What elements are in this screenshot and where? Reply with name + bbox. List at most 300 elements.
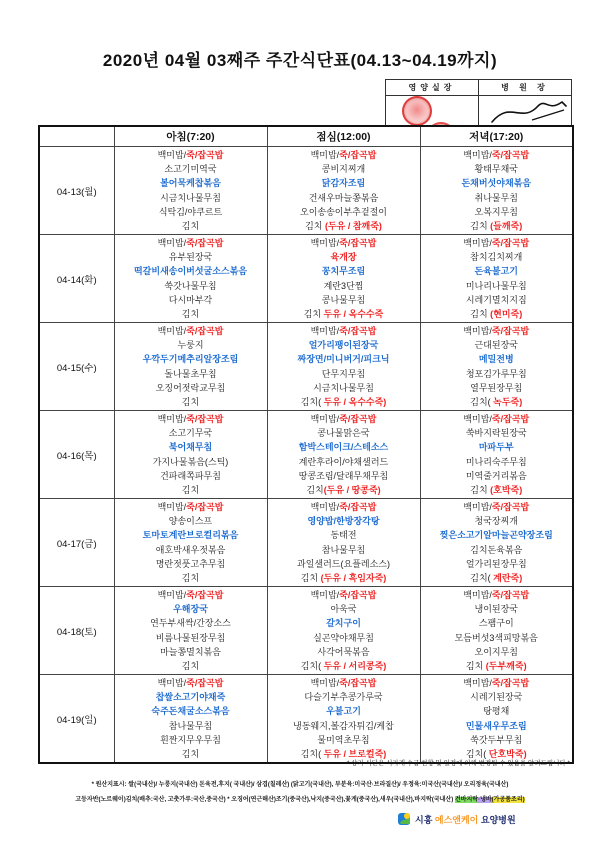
menu-text: 김치	[470, 220, 491, 231]
menu-text: (두유 / 땅콩죽)	[323, 484, 381, 495]
menu-text: 육개장	[330, 252, 357, 263]
menu-text: 김치(	[465, 748, 489, 759]
menu-line	[421, 588, 573, 602]
weekly-menu-table	[38, 125, 574, 764]
menu-text: 비름나물된장무침	[155, 632, 226, 643]
menu-text: 죽/잡곡밥	[339, 501, 377, 512]
menu-line	[268, 250, 420, 264]
menu-line	[268, 264, 420, 278]
menu-text: 죽/잡곡밥	[491, 325, 530, 336]
menu-line	[268, 631, 420, 645]
menu-text: 백미밥/	[157, 325, 187, 336]
menu-line	[421, 381, 573, 395]
menu-row	[39, 235, 573, 323]
dinner-cell	[420, 235, 573, 323]
menu-line	[268, 412, 420, 426]
menu-line	[268, 733, 420, 747]
menu-line	[268, 426, 420, 440]
menu-line	[421, 514, 573, 528]
hospital-name: 시흥 에스앤케이 요양병원	[415, 814, 516, 825]
menu-text: 탕평채	[483, 706, 510, 717]
date-cell: 04-14(화)	[39, 235, 114, 323]
menu-line	[268, 205, 420, 219]
menu-line	[421, 205, 573, 219]
menu-text: 죽/잡곡밥	[186, 325, 224, 336]
menu-text: 콩비지찌개	[321, 164, 366, 175]
menu-line	[268, 279, 420, 293]
menu-text: 찢은소고기알마늘곤약장조림	[439, 530, 553, 541]
menu-line	[115, 557, 267, 571]
menu-text: 김치	[181, 308, 200, 319]
menu-change-note: * 상기 식단은 식자재 수급 현황 및 일정에 의해 변경될 수 있음을 알려드립니다 *	[346, 760, 570, 767]
menu-line	[268, 338, 420, 352]
menu-line	[268, 719, 420, 733]
menu-text: 김치	[181, 572, 200, 583]
menu-line	[421, 616, 573, 630]
menu-row	[39, 147, 573, 235]
menu-line	[421, 324, 573, 338]
menu-line	[268, 528, 420, 542]
menu-line	[115, 440, 267, 454]
menu-row	[39, 587, 573, 675]
dinner-cell	[420, 499, 573, 587]
menu-text: 다슬기부추콩가루국	[304, 692, 383, 703]
menu-text: 김치돈육볶음	[470, 544, 523, 555]
menu-line	[115, 690, 267, 704]
menu-text: 미나리숙주무침	[465, 456, 527, 467]
date-cell: 04-18(토)	[39, 587, 114, 675]
menu-line	[421, 455, 573, 469]
lunch-cell	[267, 323, 420, 411]
menu-line	[268, 616, 420, 630]
menu-text: 모듬버섯3색피망볶음	[454, 632, 538, 643]
dinner-column-header: 저녁(17:20)	[420, 126, 573, 147]
menu-line	[268, 352, 420, 366]
menu-header-row	[39, 126, 573, 147]
menu-line	[115, 483, 267, 497]
menu-line	[115, 631, 267, 645]
menu-text: 죽/잡곡밥	[491, 501, 530, 512]
menu-text: 갈치구이	[326, 618, 361, 629]
menu-text: 쑥갓두부무침	[470, 734, 523, 745]
menu-line	[115, 455, 267, 469]
menu-line	[421, 148, 573, 162]
menu-line	[115, 528, 267, 542]
menu-text: 김치	[181, 396, 200, 407]
menu-line	[421, 571, 573, 585]
menu-line	[421, 543, 573, 557]
menu-text: 죽/잡곡밥	[339, 237, 377, 248]
menu-text: 백미밥/	[463, 677, 492, 688]
menu-text: 김치	[465, 660, 486, 671]
lunch-cell	[267, 411, 420, 499]
lunch-cell	[267, 675, 420, 764]
menu-text: 죽/잡곡밥	[186, 677, 224, 688]
menu-text: 우해장국	[173, 604, 208, 615]
menu-text: 소고기미역국	[164, 164, 217, 175]
menu-text: 닭감자조림	[321, 178, 366, 189]
menu-text: (현미죽)	[490, 308, 523, 319]
menu-line	[268, 543, 420, 557]
menu-text: 우불고기	[326, 706, 361, 717]
menu-text: 김치(	[470, 572, 494, 583]
menu-text: 시금치나물무침	[160, 192, 221, 203]
dinner-cell	[420, 587, 573, 675]
director-signature	[488, 96, 568, 128]
menu-text: 죽/잡곡밥	[186, 237, 224, 248]
menu-text: 오복지무침	[474, 206, 518, 217]
menu-text: 미나리나물무침	[465, 280, 527, 291]
menu-text: 아욱국	[330, 604, 357, 615]
menu-text: 흰짠지무우무침	[160, 734, 221, 745]
menu-text: 물미역초무침	[317, 734, 370, 745]
menu-text: 얼가리된장무침	[465, 558, 527, 569]
menu-text: 죽/잡곡밥	[491, 413, 530, 424]
menu-text: 시레기된장국	[470, 692, 523, 703]
menu-text: 계란3단찜	[323, 280, 364, 291]
menu-text: 마파두부	[478, 442, 514, 453]
menu-text: 콩나물무침	[321, 294, 366, 305]
menu-text: 백미밥/	[157, 413, 187, 424]
menu-text: 북어채무침	[168, 442, 213, 453]
menu-text: 김치(	[300, 660, 324, 671]
menu-row	[39, 411, 573, 499]
menu-line	[115, 148, 267, 162]
menu-text: 김치(	[300, 748, 324, 759]
menu-text: 시금치나물무침	[313, 382, 374, 393]
menu-text: 스팸구이	[478, 618, 514, 629]
menu-text: 김치	[470, 308, 491, 319]
menu-text: 돈육불고기	[474, 266, 518, 277]
menu-line	[115, 352, 267, 366]
date-cell: 04-16(목)	[39, 411, 114, 499]
menu-line	[268, 676, 420, 690]
menu-line	[421, 395, 573, 409]
menu-line	[268, 395, 420, 409]
menu-text: 죽/잡곡밥	[186, 149, 224, 160]
hospital-logo-icon	[398, 812, 412, 826]
menu-line	[268, 588, 420, 602]
menu-row	[39, 323, 573, 411]
menu-text: 김치	[470, 484, 491, 495]
menu-line	[115, 514, 267, 528]
menu-line	[115, 543, 267, 557]
menu-text: 돈채버섯야채볶음	[461, 178, 532, 189]
menu-line	[115, 219, 267, 233]
menu-text: 미역줄거리볶음	[465, 470, 527, 481]
menu-text: 열무된장무침	[470, 382, 523, 393]
menu-text: 과일샐러드(요플레소스)	[297, 558, 390, 569]
menu-text: 취나물무침	[474, 192, 518, 203]
menu-line	[268, 571, 420, 585]
breakfast-cell	[114, 323, 267, 411]
menu-line	[421, 500, 573, 514]
menu-text: 김치	[181, 484, 200, 495]
origin-text: (가공품조리)	[491, 797, 525, 803]
menu-text: 민물새우무조림	[465, 720, 527, 731]
menu-line	[268, 236, 420, 250]
menu-text: (두유 / 흑임자죽)	[320, 572, 387, 583]
origin-info-line2	[0, 794, 600, 803]
menu-text: 죽/잡곡밥	[491, 149, 530, 160]
breakfast-cell	[114, 147, 267, 235]
menu-line	[115, 602, 267, 616]
menu-line	[421, 676, 573, 690]
date-cell: 04-15(수)	[39, 323, 114, 411]
menu-text: 김치	[306, 484, 324, 495]
menu-text: 참치김치찌개	[470, 252, 523, 263]
menu-text: 죽/잡곡밥	[339, 589, 377, 600]
menu-text: 죽/잡곡밥	[339, 413, 377, 424]
menu-line	[115, 676, 267, 690]
menu-line	[421, 690, 573, 704]
menu-line	[421, 264, 573, 278]
menu-text: 동태전	[330, 530, 357, 541]
menu-text: 죽/잡곡밥	[339, 325, 377, 336]
menu-text: 메밀전병	[478, 354, 514, 365]
menu-text: 소고기무국	[168, 428, 213, 439]
menu-text: 죽/잡곡밥	[186, 501, 224, 512]
menu-line	[115, 395, 267, 409]
menu-line	[421, 338, 573, 352]
menu-text: 백미밥/	[157, 677, 187, 688]
menu-text: 짜장면/미니버거/피크닉	[297, 354, 390, 365]
menu-text: 백미밥/	[310, 501, 340, 512]
menu-text: 마늘쫑멸치볶음	[160, 646, 221, 657]
menu-line	[421, 293, 573, 307]
lunch-cell	[267, 147, 420, 235]
menu-row	[39, 675, 573, 764]
menu-line	[115, 176, 267, 190]
menu-line	[115, 162, 267, 176]
menu-text: 백미밥/	[310, 589, 340, 600]
menu-text: 참나물무침	[321, 544, 366, 555]
menu-line	[421, 631, 573, 645]
menu-text: 냉이된장국	[474, 604, 518, 615]
menu-line	[115, 659, 267, 673]
menu-text: 다시마부각	[168, 294, 213, 305]
menu-line	[268, 367, 420, 381]
menu-text: 단호박죽)	[488, 748, 527, 759]
menu-text: 김치	[181, 748, 200, 759]
menu-text: 냉동웨지,볼감자튀김/케찹	[293, 720, 394, 731]
origin-text: ·냉바	[478, 797, 492, 803]
origin-text: 건바지락	[454, 797, 479, 803]
menu-text: (호박죽)	[490, 484, 523, 495]
menu-text: 청국장찌개	[474, 516, 518, 527]
menu-line	[268, 602, 420, 616]
menu-line	[421, 162, 573, 176]
menu-text: 백미밥/	[157, 501, 187, 512]
menu-text: 시레기멸치지짐	[465, 294, 527, 305]
menu-row	[39, 499, 573, 587]
menu-text: 김치(	[470, 396, 494, 407]
menu-text: 백미밥/	[310, 677, 340, 688]
breakfast-cell	[114, 499, 267, 587]
menu-line	[421, 176, 573, 190]
menu-line	[421, 440, 573, 454]
date-cell: 04-17(금)	[39, 499, 114, 587]
menu-text: 죽/잡곡밥	[186, 589, 224, 600]
menu-text: 두유 / 브로컬죽)	[323, 748, 387, 759]
menu-line	[421, 352, 573, 366]
menu-line	[115, 293, 267, 307]
menu-text: 백미밥/	[310, 237, 340, 248]
menu-text: 참나물무침	[168, 720, 213, 731]
menu-text: 죽/잡곡밥	[339, 677, 377, 688]
menu-text: 죽/잡곡밥	[186, 413, 224, 424]
menu-text: 백미밥/	[310, 413, 340, 424]
menu-text: 누룽지	[177, 340, 204, 351]
menu-text: 두유 / 옥수수죽)	[323, 396, 387, 407]
menu-text: 계란죽)	[493, 572, 523, 583]
menu-text: 죽/잡곡밥	[491, 237, 530, 248]
menu-line	[268, 514, 420, 528]
hospital-logo	[398, 812, 516, 826]
menu-line	[268, 690, 420, 704]
menu-line	[115, 704, 267, 718]
breakfast-cell	[114, 411, 267, 499]
menu-line	[268, 500, 420, 514]
menu-text: 돌나물초무침	[164, 368, 217, 379]
menu-line	[421, 733, 573, 747]
lunch-cell	[267, 235, 420, 323]
menu-line	[268, 645, 420, 659]
menu-line	[421, 307, 573, 321]
menu-line	[115, 571, 267, 585]
menu-line	[115, 616, 267, 630]
menu-text: 청포김가루무침	[465, 368, 527, 379]
breakfast-cell	[114, 587, 267, 675]
menu-text: 김치	[300, 572, 321, 583]
date-cell: 04-19(일)	[39, 675, 114, 764]
menu-text: 떡갈비새송이버섯굴소스볶음	[133, 266, 248, 277]
menu-text: 김치	[305, 220, 325, 231]
menu-text: 단무지무침	[321, 368, 366, 379]
red-seal-stamp-icon	[402, 96, 432, 126]
menu-line	[115, 236, 267, 250]
menu-line	[115, 645, 267, 659]
menu-text: 우깍두기메추리알장조림	[142, 354, 239, 365]
menu-text: 오이지무침	[474, 646, 518, 657]
menu-text: 김치	[303, 308, 324, 319]
menu-text: 두유 / 옥수수죽	[323, 308, 384, 319]
menu-line	[115, 426, 267, 440]
menu-line	[421, 704, 573, 718]
menu-line	[115, 412, 267, 426]
lunch-cell	[267, 499, 420, 587]
menu-line	[115, 500, 267, 514]
menu-line	[115, 324, 267, 338]
dinner-cell	[420, 147, 573, 235]
menu-text: 명란젓풋고추무침	[155, 558, 226, 569]
menu-text: 백미밥/	[157, 149, 187, 160]
menu-line	[421, 719, 573, 733]
menu-line	[268, 483, 420, 497]
menu-text: 오징어젓락교무침	[155, 382, 226, 393]
menu-text: 황태무채국	[474, 164, 518, 175]
menu-text: 건새우마늘쫑볶음	[308, 192, 379, 203]
menu-text: 백미밥/	[157, 589, 187, 600]
menu-line	[268, 557, 420, 571]
menu-text: 백미밥/	[463, 237, 492, 248]
menu-line	[268, 704, 420, 718]
menu-line	[115, 250, 267, 264]
menu-text: 죽/잡곡밥	[339, 149, 377, 160]
menu-text: 백미밥/	[310, 325, 340, 336]
menu-text: 백미밥/	[463, 149, 492, 160]
menu-text: 김치	[181, 660, 200, 671]
origin-text: 고등자반(노르웨이)김치(배추:국산, 고춧가루:국산,중국산) * 오징어(연근해산)조기(중국산),낙지(중국산),꽃게(중국산),새우(국내산),바지락(국내산)	[75, 797, 455, 803]
menu-line	[421, 426, 573, 440]
menu-line	[421, 219, 573, 233]
lunch-column-header: 점심(12:00)	[267, 126, 420, 147]
menu-text: 유부된장국	[168, 252, 213, 263]
page-title: 2020년 04월 03째주 주간식단표(04.13~04.19까지)	[102, 51, 498, 70]
menu-text: 콩나물맑은국	[317, 428, 370, 439]
breakfast-cell	[114, 235, 267, 323]
date-column-header	[39, 126, 114, 147]
origin-info-line1: * 원산지표시: 쌀(국내산)/ 누룽지(국내산) 돈육전,후지( 국내산)/ 삼겹(칠레산) (닭고기(국내산), 부분육:미국산·브라질산)/ 우정육:미국산(국내산)/ 오리정육(국내산)	[91, 782, 509, 788]
dinner-cell	[420, 323, 573, 411]
menu-line	[421, 483, 573, 497]
menu-line	[115, 338, 267, 352]
menu-text: 사각어묵볶음	[317, 646, 370, 657]
menu-line	[268, 176, 420, 190]
menu-text: 꽁치무조림	[321, 266, 366, 277]
menu-line	[268, 440, 420, 454]
menu-line	[268, 191, 420, 205]
menu-line	[421, 279, 573, 293]
date-cell: 04-13(월)	[39, 147, 114, 235]
dinner-cell	[420, 675, 573, 764]
menu-text: 영양밥/한방장각탕	[307, 516, 380, 527]
menu-text: (두부깨죽)	[485, 660, 527, 671]
menu-text: 찹쌀소고기야채죽	[155, 692, 226, 703]
menu-text: 백미밥/	[463, 501, 492, 512]
menu-text: 실곤약야채무침	[313, 632, 374, 643]
menu-line	[115, 205, 267, 219]
menu-line	[268, 324, 420, 338]
menu-line	[115, 264, 267, 278]
menu-line	[421, 367, 573, 381]
lunch-cell	[267, 587, 420, 675]
menu-text: 녹두죽)	[493, 396, 523, 407]
hospital-name-brand: 에스앤케이	[434, 814, 479, 825]
menu-line	[421, 191, 573, 205]
menu-line	[421, 645, 573, 659]
menu-text: (두유 / 참깨죽)	[324, 220, 382, 231]
menu-line	[268, 659, 420, 673]
menu-text: 죽/잡곡밥	[491, 677, 530, 688]
menu-text: 백미밥/	[157, 237, 187, 248]
approval-nutrition-sign-cell	[386, 96, 479, 126]
menu-text: 백미밥/	[310, 149, 340, 160]
menu-table-body	[39, 147, 573, 764]
menu-line	[115, 719, 267, 733]
menu-line	[421, 250, 573, 264]
menu-line	[268, 293, 420, 307]
menu-text: 계란후라이/야채샐러드	[298, 456, 389, 467]
menu-text: 연두부새싹/간장소스	[150, 618, 231, 629]
menu-text: 가지나물볶음(스틱)	[152, 456, 229, 467]
breakfast-cell	[114, 675, 267, 764]
menu-line	[115, 588, 267, 602]
menu-text: 식탁김/야쿠르트	[158, 206, 223, 217]
menu-text: 두유 / 서리콩죽)	[323, 660, 387, 671]
breakfast-column-header: 아침(7:20)	[114, 126, 267, 147]
menu-text: 백미밥/	[463, 413, 492, 424]
